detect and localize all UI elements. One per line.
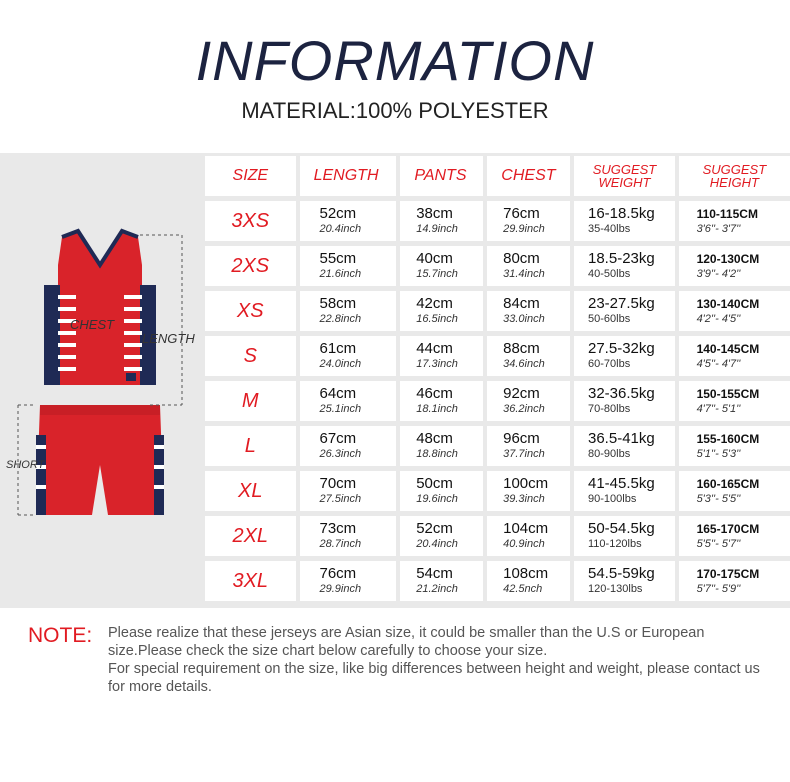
header-size: SIZE: [205, 156, 296, 196]
note-label: NOTE:: [28, 624, 93, 647]
pants-cell: [400, 561, 483, 601]
length-cm: 52cm: [319, 205, 357, 222]
pants-inch: 18.1inch: [416, 403, 458, 415]
pants-cm: 40cm: [416, 250, 453, 267]
chest-cm: 100cm: [503, 475, 549, 492]
height-cm: 155-160CM: [696, 432, 760, 446]
length-cm: 70cm: [319, 475, 357, 492]
header-weight-line2: WEIGHT: [598, 175, 651, 190]
table-row: [205, 201, 790, 241]
chest-inch: 29.9inch: [503, 223, 545, 235]
chest-cm: 92cm: [503, 385, 540, 402]
pants-cm: 44cm: [416, 340, 453, 357]
weight-cell: [574, 336, 675, 376]
chest-label: CHEST: [70, 317, 115, 332]
chest-inch: 36.2inch: [503, 403, 545, 415]
weight-lbs: 80-90lbs: [588, 448, 631, 460]
weight-kg: 18.5-23kg: [588, 250, 655, 267]
pants-cell: [400, 426, 483, 466]
weight-lbs: 35-40lbs: [588, 223, 631, 235]
height-ft: 4'7''- 5'1'': [696, 403, 741, 415]
chest-inch: 42.5nch: [503, 583, 543, 595]
chest-cell: [487, 291, 570, 331]
size-cell: [205, 561, 296, 601]
header-pants: PANTS: [400, 156, 483, 196]
chest-inch: 31.4inch: [503, 268, 545, 280]
pants-cell: [400, 471, 483, 511]
height-cell: [679, 471, 790, 511]
pants-inch: 18.8inch: [416, 448, 458, 460]
chest-cell: [487, 201, 570, 241]
height-cell: [679, 381, 790, 421]
size-value: XS: [236, 299, 264, 322]
height-ft: 4'2''- 4'5'': [696, 313, 741, 325]
chest-inch: 37.7inch: [503, 448, 545, 460]
header-weight: [574, 156, 674, 196]
size-cell: [205, 516, 296, 556]
pants-cm: 48cm: [416, 430, 453, 447]
length-inch: 22.8inch: [319, 313, 362, 325]
height-cm: 150-155CM: [696, 387, 760, 401]
size-value: 2XS: [231, 254, 270, 277]
height-cell: [679, 201, 790, 241]
length-inch: 25.1inch: [319, 403, 362, 415]
length-cell: [300, 516, 397, 556]
height-cell: [679, 561, 790, 601]
pants-cell: [400, 291, 483, 331]
length-cell: [300, 291, 397, 331]
chest-cm: 108cm: [503, 565, 549, 582]
height-cell: [679, 426, 790, 466]
size-cell: [205, 201, 296, 241]
length-cell: [300, 471, 397, 511]
chest-cell: [487, 471, 570, 511]
weight-lbs: 60-70lbs: [588, 358, 631, 370]
length-cell: [300, 336, 397, 376]
height-ft: 5'5''- 5'7'': [696, 538, 741, 550]
chest-cell: [487, 381, 570, 421]
weight-cell: [574, 426, 675, 466]
pants-cell: [400, 336, 483, 376]
height-ft: 4'5''- 4'7'': [696, 358, 741, 370]
size-value: XL: [238, 479, 263, 502]
height-cm: 165-170CM: [696, 522, 760, 536]
height-cell: [679, 291, 790, 331]
chest-cell: [487, 426, 570, 466]
size-value: 2XL: [232, 524, 269, 547]
header-height: [679, 156, 790, 196]
chest-cell: [487, 336, 570, 376]
size-cell: [205, 471, 296, 511]
weight-lbs: 110-120lbs: [588, 538, 642, 550]
height-cm: 140-145CM: [696, 342, 760, 356]
length-cm: 73cm: [319, 520, 357, 537]
length-cell: [300, 426, 397, 466]
length-cell: [300, 201, 397, 241]
length-inch: 20.4inch: [319, 223, 362, 235]
length-cm: 64cm: [319, 385, 357, 402]
pants-cell: [400, 246, 483, 286]
size-value: M: [241, 389, 259, 412]
length-cm: 61cm: [319, 340, 357, 357]
pants-inch: 19.6inch: [416, 493, 458, 505]
length-cell: [300, 561, 397, 601]
weight-lbs: 120-130lbs: [588, 583, 643, 595]
length-cm: 76cm: [319, 565, 357, 582]
size-cell: [205, 381, 296, 421]
jersey-shorts-image: [0, 225, 200, 545]
pants-inch: 17.3inch: [416, 358, 458, 370]
page-title: INFORMATION: [195, 29, 595, 92]
table-row: [205, 516, 790, 556]
weight-lbs: 70-80lbs: [588, 403, 631, 415]
pants-inch: 20.4inch: [416, 538, 458, 550]
length-inch: 21.6inch: [319, 268, 362, 280]
length-cell: [300, 246, 397, 286]
height-ft: 5'1''- 5'3'': [696, 448, 741, 460]
chest-inch: 34.6inch: [503, 358, 545, 370]
size-chart-rows: [205, 201, 790, 601]
weight-kg: 50-54.5kg: [588, 520, 655, 537]
pants-inch: 16.5inch: [416, 313, 458, 325]
length-label: LENGTH: [142, 331, 195, 346]
size-chart-header: [205, 156, 790, 196]
weight-cell: [574, 201, 675, 241]
chest-cm: 80cm: [503, 250, 540, 267]
weight-cell: [574, 516, 675, 556]
pants-cell: [400, 201, 483, 241]
chest-cm: 88cm: [503, 340, 540, 357]
height-cm: 160-165CM: [696, 477, 760, 491]
pants-inch: 15.7inch: [416, 268, 458, 280]
size-chart: [205, 156, 790, 606]
weight-kg: 54.5-59kg: [588, 565, 655, 582]
chest-cell: [487, 516, 570, 556]
chest-inch: 40.9inch: [503, 538, 545, 550]
height-cm: 120-130CM: [696, 252, 760, 266]
weight-cell: [574, 471, 675, 511]
length-inch: 27.5inch: [319, 493, 362, 505]
weight-kg: 32-36.5kg: [588, 385, 655, 402]
length-inch: 29.9inch: [319, 583, 362, 595]
pants-inch: 21.2inch: [416, 583, 458, 595]
height-cell: [679, 246, 790, 286]
size-value: S: [243, 344, 257, 367]
height-ft: 5'3''- 5'5'': [696, 493, 741, 505]
note-text: [108, 624, 778, 696]
material-text: MATERIAL:100% POLYESTER: [241, 98, 549, 123]
weight-kg: 27.5-32kg: [588, 340, 655, 357]
weight-kg: 16-18.5kg: [588, 205, 655, 222]
height-cm: 110-115CM: [696, 207, 758, 221]
height-ft: 5'7''- 5'9'': [696, 583, 741, 595]
table-row: [205, 246, 790, 286]
height-ft: 3'6''- 3'7'': [696, 223, 741, 235]
weight-kg: 41-45.5kg: [588, 475, 655, 492]
table-row: [205, 561, 790, 601]
height-cm: 170-175CM: [696, 567, 760, 581]
table-row: [205, 426, 790, 466]
length-cm: 67cm: [319, 430, 357, 447]
note-line-2: For special requirement on the size, like big differences between height and weight, please contact us for more details.: [108, 661, 760, 695]
size-value: 3XS: [231, 209, 270, 232]
size-cell: [205, 291, 296, 331]
chest-inch: 39.3inch: [503, 493, 545, 505]
weight-lbs: 50-60lbs: [588, 313, 631, 325]
size-value: 3XL: [232, 569, 269, 592]
pants-inch: 14.9inch: [416, 223, 458, 235]
weight-kg: 23-27.5kg: [588, 295, 655, 312]
weight-cell: [574, 291, 675, 331]
length-cm: 58cm: [319, 295, 357, 312]
chest-cm: 104cm: [503, 520, 549, 537]
pants-cm: 52cm: [416, 520, 453, 537]
size-cell: [205, 336, 296, 376]
weight-cell: [574, 381, 675, 421]
pants-cm: 50cm: [416, 475, 453, 492]
chest-cell: [487, 246, 570, 286]
table-row: [205, 336, 790, 376]
length-inch: 28.7inch: [319, 538, 362, 550]
length-cell: [300, 381, 397, 421]
pants-cm: 54cm: [416, 565, 453, 582]
size-value: L: [244, 434, 256, 457]
pants-cm: 38cm: [416, 205, 453, 222]
table-row: [205, 471, 790, 511]
weight-lbs: 90-100lbs: [588, 493, 637, 505]
header-length: LENGTH: [300, 156, 397, 196]
pants-cell: [400, 381, 483, 421]
chest-cm: 76cm: [503, 205, 540, 222]
weight-cell: [574, 561, 675, 601]
chest-inch: 33.0inch: [503, 313, 545, 325]
jersey-illustration: [0, 225, 200, 545]
header-height-line2: HEIGHT: [709, 175, 759, 190]
header-weight-line1: SUGGEST: [592, 162, 657, 177]
table-row: [205, 381, 790, 421]
length-cm: 55cm: [319, 250, 357, 267]
short-label: SHORT: [6, 459, 45, 471]
note-line-1: Please realize that these jerseys are Asian size, it could be smaller than the U.S or European size.Please check the size chart below carefully to choose your size.: [108, 625, 705, 659]
size-cell: [205, 426, 296, 466]
weight-cell: [574, 246, 675, 286]
height-cell: [679, 516, 790, 556]
chest-cell: [487, 561, 570, 601]
header-chest: CHEST: [487, 156, 570, 196]
pants-cm: 42cm: [416, 295, 453, 312]
height-ft: 3'9''- 4'2'': [696, 268, 741, 280]
chest-cm: 84cm: [503, 295, 540, 312]
length-inch: 26.3inch: [319, 448, 362, 460]
pants-cell: [400, 516, 483, 556]
chest-cm: 96cm: [503, 430, 540, 447]
size-cell: [205, 246, 296, 286]
length-inch: 24.0inch: [319, 358, 362, 370]
weight-kg: 36.5-41kg: [588, 430, 655, 447]
height-cm: 130-140CM: [696, 297, 760, 311]
table-row: [205, 291, 790, 331]
height-cell: [679, 336, 790, 376]
weight-lbs: 40-50lbs: [588, 268, 631, 280]
header-height-line1: SUGGEST: [702, 162, 767, 177]
pants-cm: 46cm: [416, 385, 453, 402]
